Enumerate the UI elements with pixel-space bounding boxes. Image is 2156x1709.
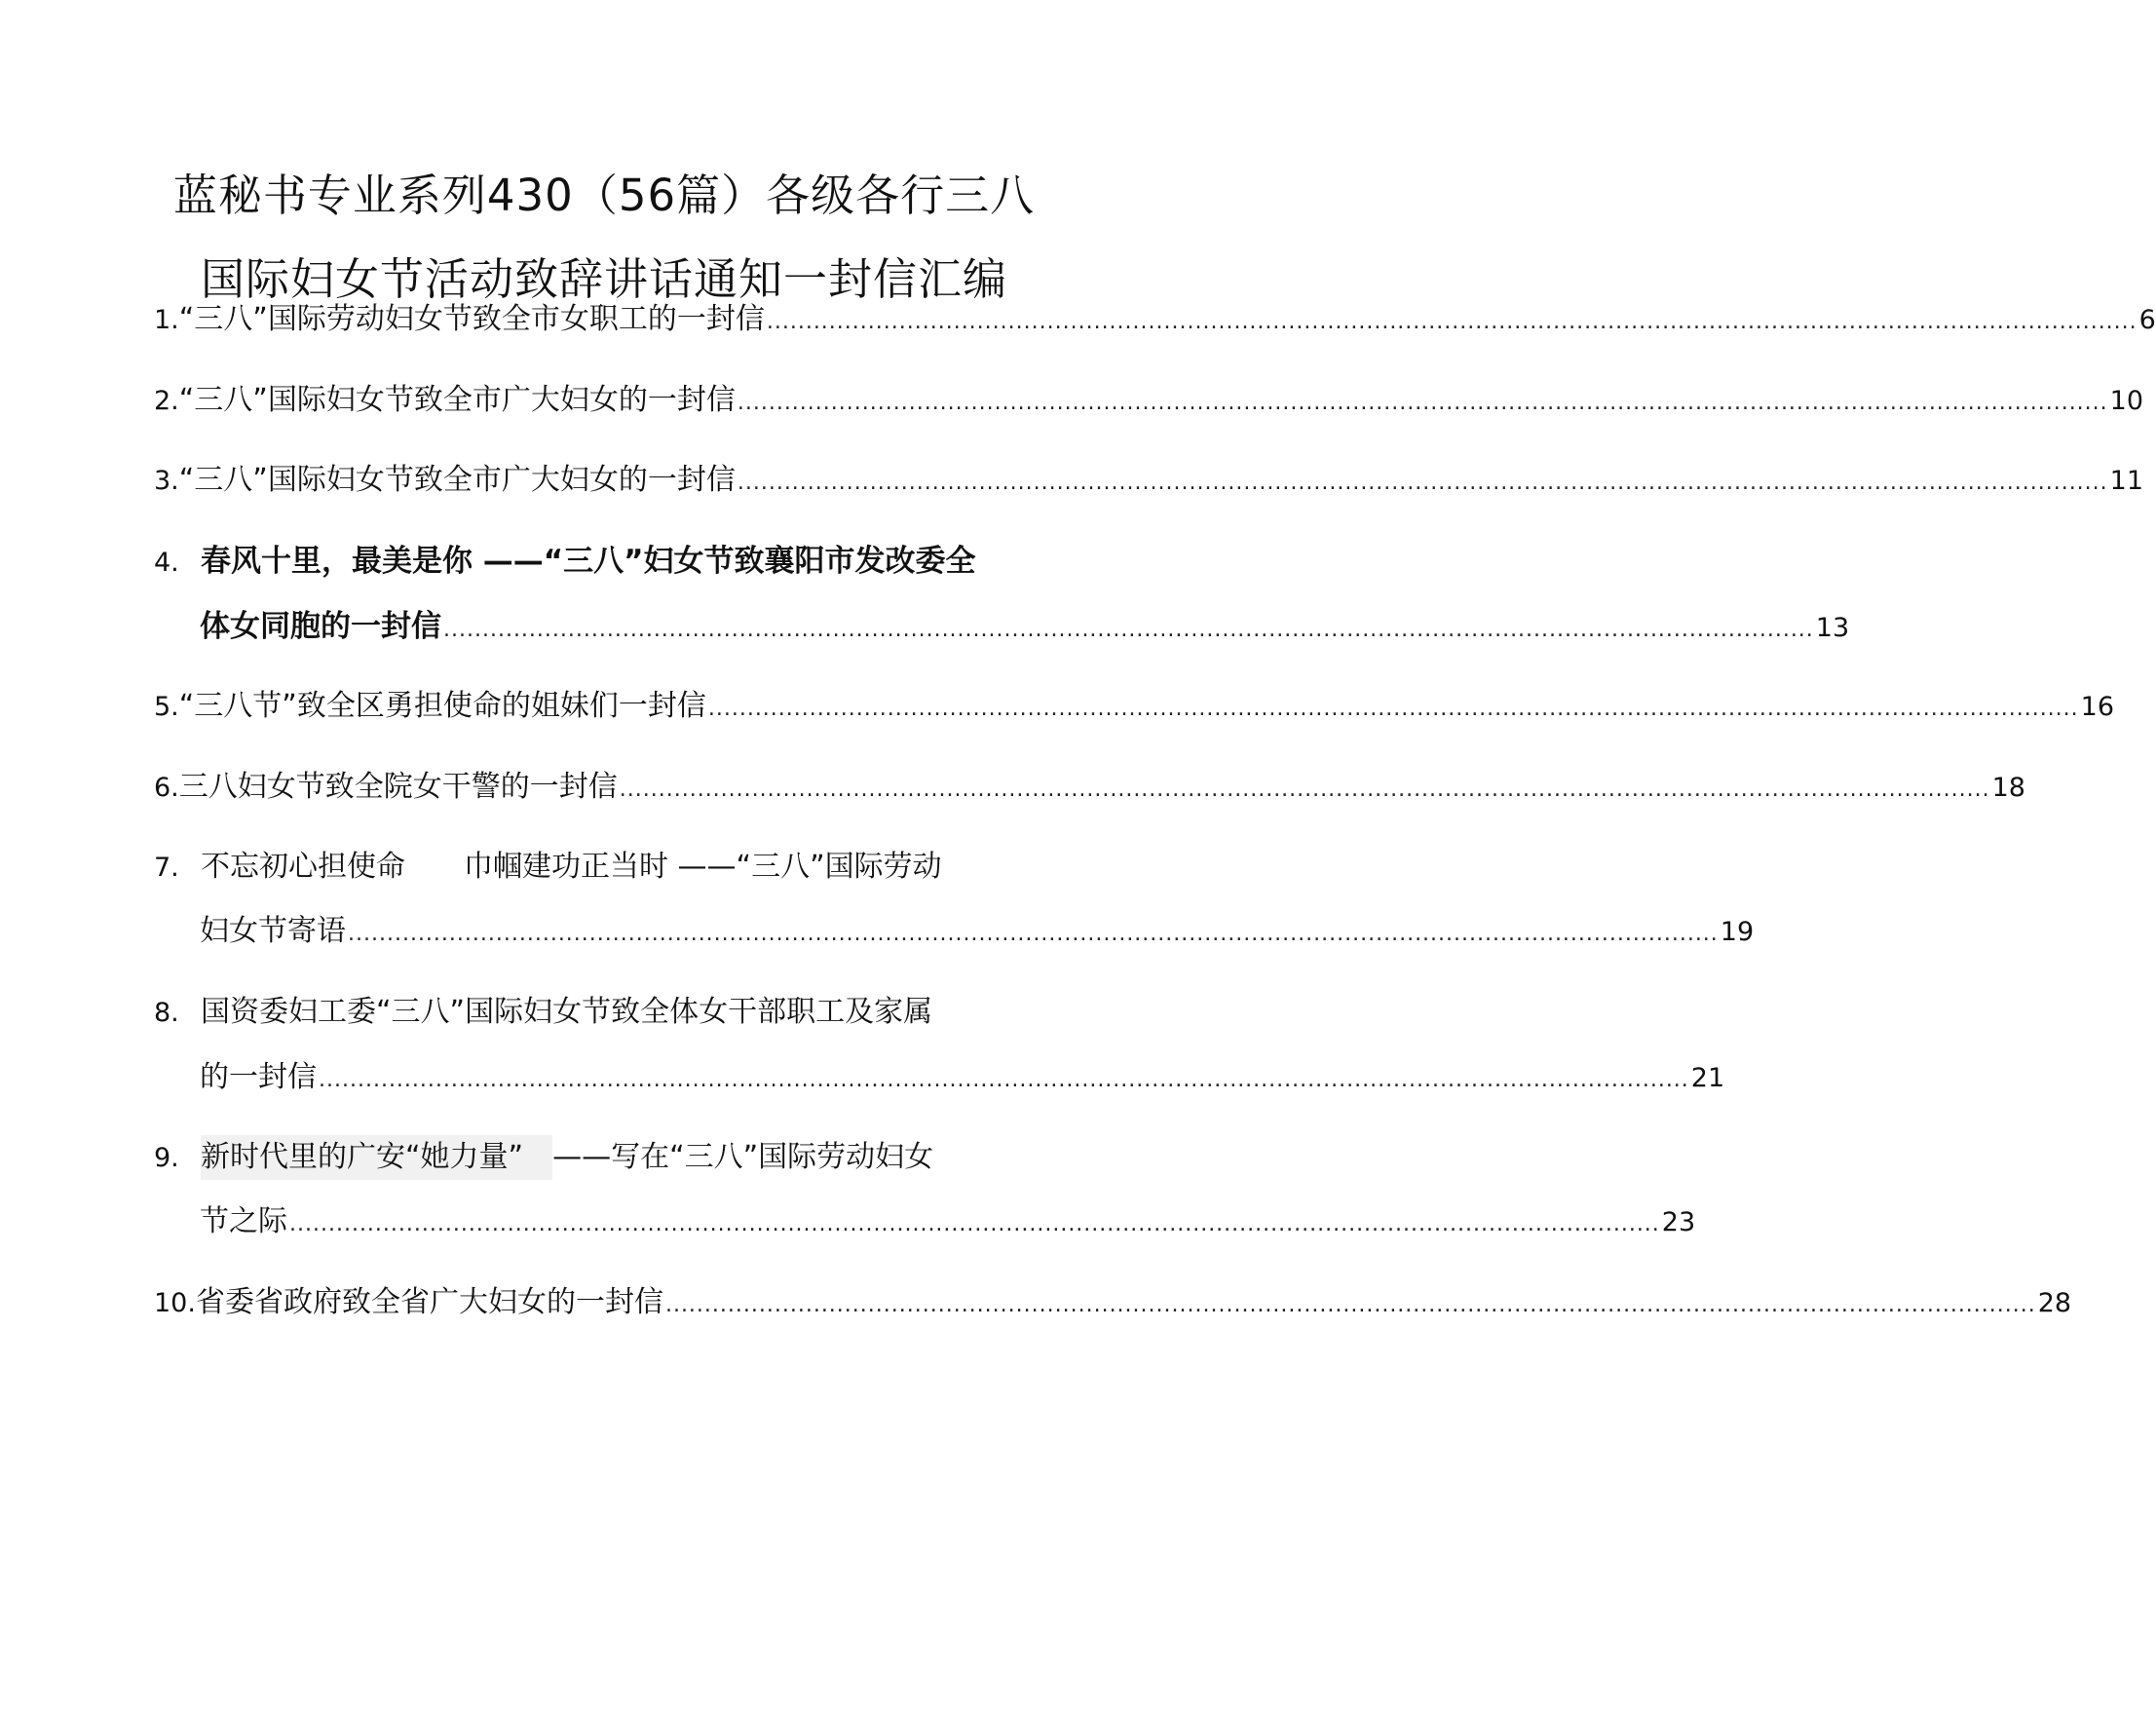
toc-entry-3[interactable] — [154, 458, 2144, 503]
toc-dot-leader: ................................................................................................................................................................................ — [319, 1068, 1689, 1092]
toc-entry-2[interactable] — [154, 378, 2144, 423]
toc-entry-5[interactable] — [154, 684, 2115, 729]
toc-entry-title: 国资委妇工委“三八”国际妇女节致全体女干部职工及家属 — [201, 995, 933, 1029]
toc-entry-number: 6. — [154, 773, 179, 803]
toc-entry-6[interactable] — [154, 765, 2025, 810]
toc-entry-title: 省委省政府致全省广大妇女的一封信 — [195, 1285, 663, 1319]
toc-entry-title-continued: 体女同胞的一封信 — [200, 609, 441, 644]
toc-entry-7-continued[interactable] — [200, 909, 1755, 954]
toc-page-number: 10 — [2109, 386, 2144, 416]
toc-entry-number: 2. — [154, 386, 179, 416]
toc-page-number: 21 — [1690, 1063, 1725, 1093]
toc-entry-8-continued[interactable] — [200, 1055, 1725, 1100]
toc-page-number: 28 — [2037, 1288, 2072, 1318]
toc-entry-subtitle: ——写在“三八”国际劳动妇女 — [552, 1140, 934, 1174]
toc-entry-number: 10. — [154, 1288, 196, 1318]
toc-entry-title-continued: 节之际 — [200, 1204, 287, 1238]
toc-entry-title-continued: 的一封信 — [200, 1060, 317, 1094]
toc-entry-10[interactable] — [154, 1280, 2072, 1325]
toc-dot-leader: ................................................................................................................................................................................ — [707, 697, 2079, 721]
toc-dot-leader: ................................................................................................................................................................................ — [443, 618, 1814, 642]
toc-entry-4[interactable] — [154, 539, 976, 584]
toc-dot-leader: ................................................................................................................................................................................ — [766, 310, 2137, 334]
toc-entry-title-continued: 妇女节寄语 — [200, 914, 346, 948]
toc-entry-title: “三八”国际妇女节致全市广大妇女的一封信 — [178, 383, 736, 417]
toc-dot-leader: ................................................................................................................................................................................ — [289, 1212, 1660, 1236]
title-line-1: 蓝秘书专业系列430（56篇）各级各行三八 — [172, 170, 1036, 221]
toc-dot-leader: ................................................................................................................................................................................ — [664, 1293, 2036, 1317]
toc-dot-leader: ................................................................................................................................................................................ — [737, 471, 2108, 495]
toc-entry-number: 5. — [154, 692, 179, 722]
toc-page-number: 18 — [1991, 773, 2025, 803]
toc-entry-title: “三八”国际劳动妇女节致全市女职工的一封信 — [178, 302, 765, 336]
toc-entry-4-continued[interactable] — [200, 604, 1850, 649]
toc-entry-number: 7. — [154, 853, 179, 883]
toc-page-number: 6 — [2138, 305, 2156, 335]
toc-entry-number: 3. — [154, 466, 179, 496]
toc-entry-title: 三八妇女节致全院女干警的一封信 — [178, 770, 618, 804]
toc-dot-leader: ................................................................................................................................................................................ — [348, 922, 1719, 946]
toc-entry-8[interactable] — [154, 990, 932, 1035]
toc-entry-title: “三八节”致全区勇担使命的姐妹们一封信 — [178, 689, 706, 723]
toc-entry-title: 春风十里，最美是你 ——“三八”妇女节致襄阳市发改委全 — [201, 544, 976, 579]
toc-entry-9-continued[interactable] — [200, 1199, 1696, 1244]
toc-entry-number: 4. — [154, 548, 179, 578]
toc-entry-number: 9. — [154, 1143, 179, 1173]
toc-dot-leader: ................................................................................................................................................................................ — [737, 391, 2108, 415]
toc-entry-7[interactable] — [154, 845, 942, 890]
toc-entry-title: “三八”国际妇女节致全市广大妇女的一封信 — [178, 463, 736, 497]
toc-page-number: 23 — [1661, 1207, 1696, 1237]
toc-entry-title: 新时代里的广安“她力量” — [201, 1135, 552, 1180]
toc-entry-9[interactable] — [154, 1135, 933, 1180]
toc-page-number: 13 — [1815, 613, 1850, 643]
toc-entry-number: 1. — [154, 305, 179, 335]
title-line-2: 国际妇女节活动致辞讲话通知一封信汇编 — [200, 253, 1007, 305]
toc-dot-leader: ................................................................................................................................................................................ — [619, 778, 1990, 802]
toc-page-number: 11 — [2109, 466, 2144, 496]
toc-page-number: 19 — [1720, 917, 1755, 947]
toc-page-number: 16 — [2080, 692, 2115, 722]
toc-entry-title: 不忘初心担使命 巾帼建功正当时 ——“三八”国际劳动 — [201, 850, 942, 884]
toc-entry-1[interactable] — [154, 297, 2156, 342]
toc-entry-number: 8. — [154, 998, 179, 1028]
